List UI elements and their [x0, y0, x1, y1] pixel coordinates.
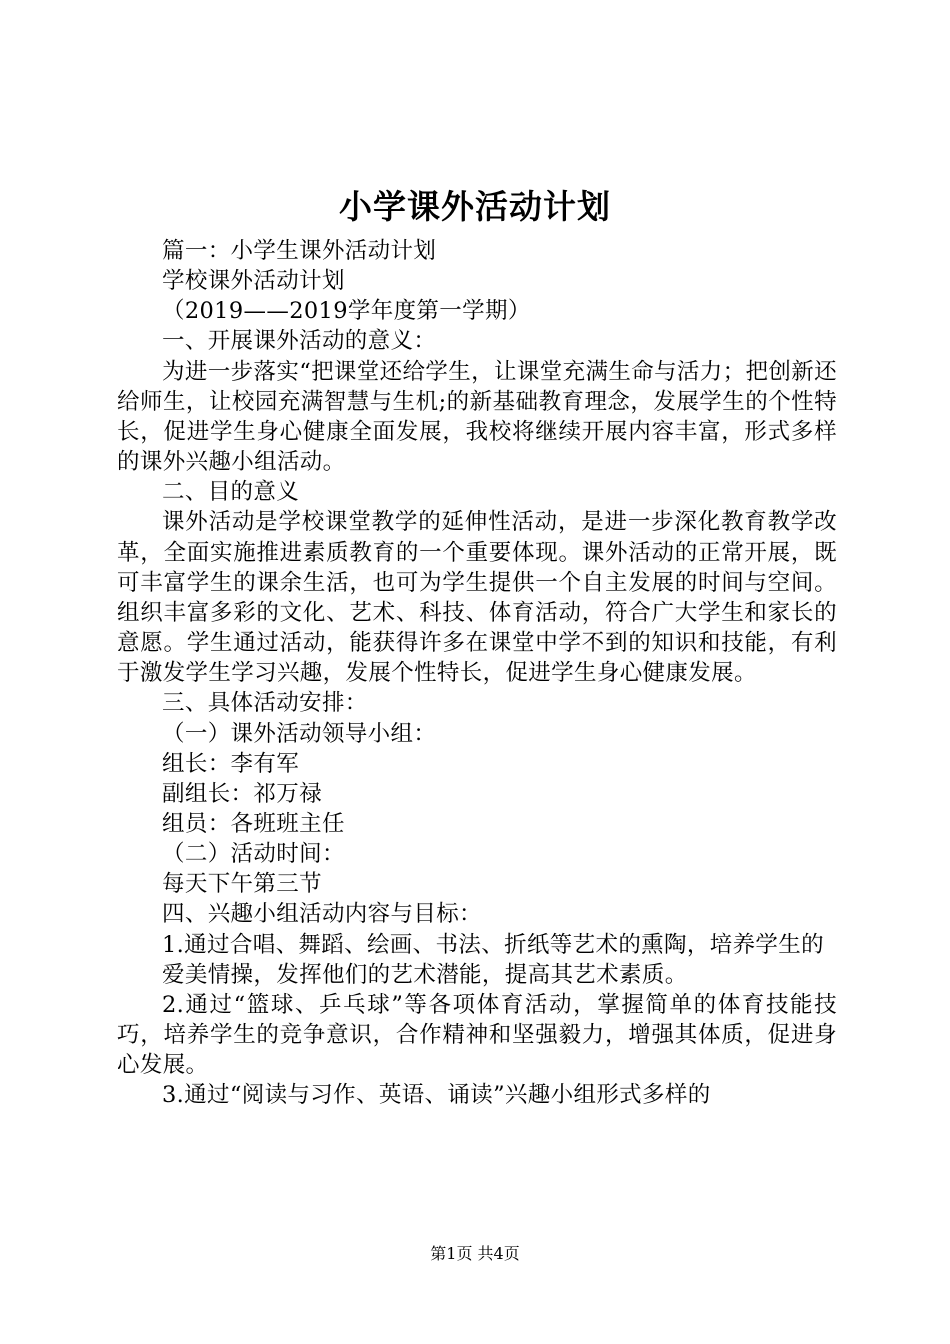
paragraph: 2.通过“篮球、乒乓球”等各项体育活动，掌握简单的体育技能技巧，培养学生的竞争意识，合作精神和坚强毅力，增强其体质，促进身心发展。 [117, 991, 837, 1079]
document-title: 小学课外活动计划 [339, 187, 611, 226]
paragraph: 组长：李有军 [162, 750, 300, 777]
paragraph: 四、兴趣小组活动内容与目标： [162, 901, 482, 928]
paragraph: 三、具体活动安排： [162, 690, 368, 717]
paragraph: 副组长：祁万禄 [162, 780, 322, 807]
paragraph: 篇一：小学生课外活动计划 [162, 238, 437, 264]
paragraph: 学校课外活动计划 [162, 268, 345, 295]
document-body [117, 236, 837, 1111]
page-footer: 第1页 共4页 [430, 1244, 520, 1263]
paragraph: 3.通过“阅读与习作、英语、诵读”兴趣小组形式多样的 [162, 1082, 711, 1109]
paragraph: 爱美情操，发挥他们的艺术潜能，提高其艺术素质。 [162, 961, 688, 988]
paragraph: 二、目的意义 [162, 479, 300, 506]
paragraph: 为进一步落实“把课堂还给学生，让课堂充满生命与活力；把创新还给师生，让校园充满智慧与生机;的新基础教育理念，发展学生的个性特长，促进学生身心健康全面发展，我校将继续开展内容丰富，形式多样的课外兴趣小组活动。 [117, 358, 837, 476]
paragraph: 1.通过合唱、舞蹈、绘画、书法、折纸等艺术的熏陶，培养学生的 [162, 931, 824, 958]
paragraph: （2019——2019学年度第一学期） [162, 298, 531, 325]
paragraph: 每天下午第三节 [162, 871, 322, 898]
paragraph: （二）活动时间： [162, 841, 345, 868]
paragraph: 课外活动是学校课堂教学的延伸性活动，是进一步深化教育教学改革，全面实施推进素质教育的一个重要体现。课外活动的正常开展，既可丰富学生的课余生活，也可为学生提供一个自主发展的时间与空间。组织丰富多彩的文化、艺术、科技、体育活动，符合广大学生和家长的意愿。学生通过活动，能获得许多在课堂中学不到的知识和技能，有利于激发学生学习兴趣，发展个性特长，促进学生身心健康发展。 [117, 509, 837, 687]
paragraph: 组员：各班班主任 [162, 810, 345, 837]
paragraph: （一）课外活动领导小组： [162, 720, 437, 747]
paragraph: 一、开展课外活动的意义： [162, 328, 437, 355]
